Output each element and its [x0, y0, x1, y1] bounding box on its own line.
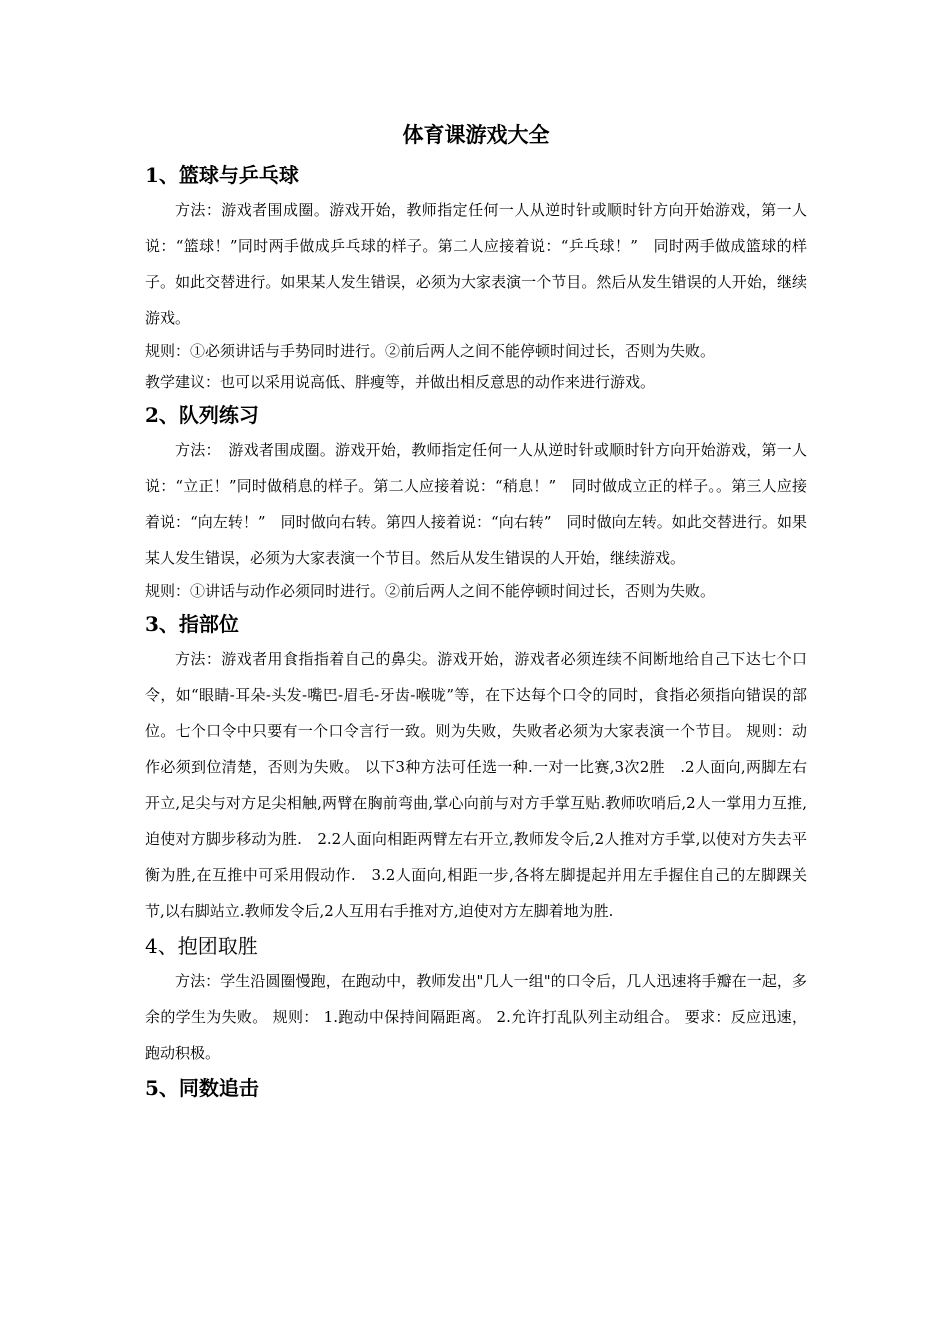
section-1-suggestion: 教学建议：也可以采用说高低、胖瘦等，并做出相反意思的动作来进行游戏。 — [145, 373, 656, 391]
section-2-rule: 规则：①讲话与动作必须同时进行。②前后两人之间不能停顿时间过长，否则为失败。 — [145, 582, 716, 600]
section-2-method: 方法： 游戏者围成圈。游戏开始，教师指定任何一人从逆时针或顺时针方向开始游戏，第一人说：“立正！”同时做稍息的样子。第二人应接着说：“稍息！” 同时做成立正的样子。。第三人应接着说：“向左转！” 同时做向右转。第四人接着说：“向右转” 同时做向左转。如此交替进行。如果某人发生错误，必须为大家表演一个节目。然后从发生错误的人开始，继续游戏。 — [145, 441, 807, 567]
section-3-method: 方法：游戏者用食指指着自己的鼻尖。游戏开始，游戏者必须连续不间断地给自己下达七个口令，如“眼睛-耳朵-头发-嘴巴-眉毛-牙齿-喉咙”等，在下达每个口令的同时，食指必须指向错误的部位。七个口令中只要有一个口令言行一致。则为失败，失败者必须为大家表演一个节目。 规则：动作必须到位清楚，否则为失败。 以下3种方法可任选一种.一对一比赛,3次2胜 .2人面向,两脚左右开立,足尖与对方足尖相触,两臂在胸前弯曲,掌心向前与对方手掌互贴.教师吹哨后,2人一掌用力互推,迫使对方脚步移动为胜. 2.2人面向相距两臂左右开立,教师发令后,2人推对方手掌,以使对方失去平衡为胜,在互推中可采用假动作. 3.2人面向,相距一步,各将左脚提起并用左手握住自己的左脚踝关节,以右脚站立.教师发令后,2人互用右手推对方,迫使对方左脚着地为胜. — [145, 650, 807, 920]
section-heading-1: 1、篮球与乒乓球 — [145, 163, 299, 187]
section-heading-2: 2、队列练习 — [145, 403, 259, 427]
section-1-rule: 规则：①必须讲话与手势同时进行。②前后两人之间不能停顿时间过长，否则为失败。 — [145, 342, 716, 360]
section-heading-3: 3、指部位 — [145, 612, 239, 636]
document-page — [145, 118, 807, 1105]
section-1-method: 方法：游戏者围成圈。游戏开始，教师指定任何一人从逆时针或顺时针方向开始游戏，第一人说：“篮球！”同时两手做成乒乓球的样子。第二人应接着说：“乒乓球！” 同时两手做成篮球的样子。如此交替进行。如果某人发生错误，必须为大家表演一个节目。然后从发生错误的人开始，继续游戏。 — [145, 201, 807, 327]
document-title: 体育课游戏大全 — [402, 122, 550, 147]
section-heading-4: 4、抱团取胜 — [145, 934, 258, 958]
section-heading-5: 5、同数追击 — [145, 1076, 259, 1100]
section-4-method: 方法：学生沿圆圈慢跑，在跑动中，教师发出"几人一组"的口令后，几人迅速将手瓣在一起，多余的学生为失败。 规则： 1.跑动中保持间隔距离。 2.允许打乱队列主动组合。 要求：反应迅速，跑动积极。 — [145, 972, 807, 1062]
